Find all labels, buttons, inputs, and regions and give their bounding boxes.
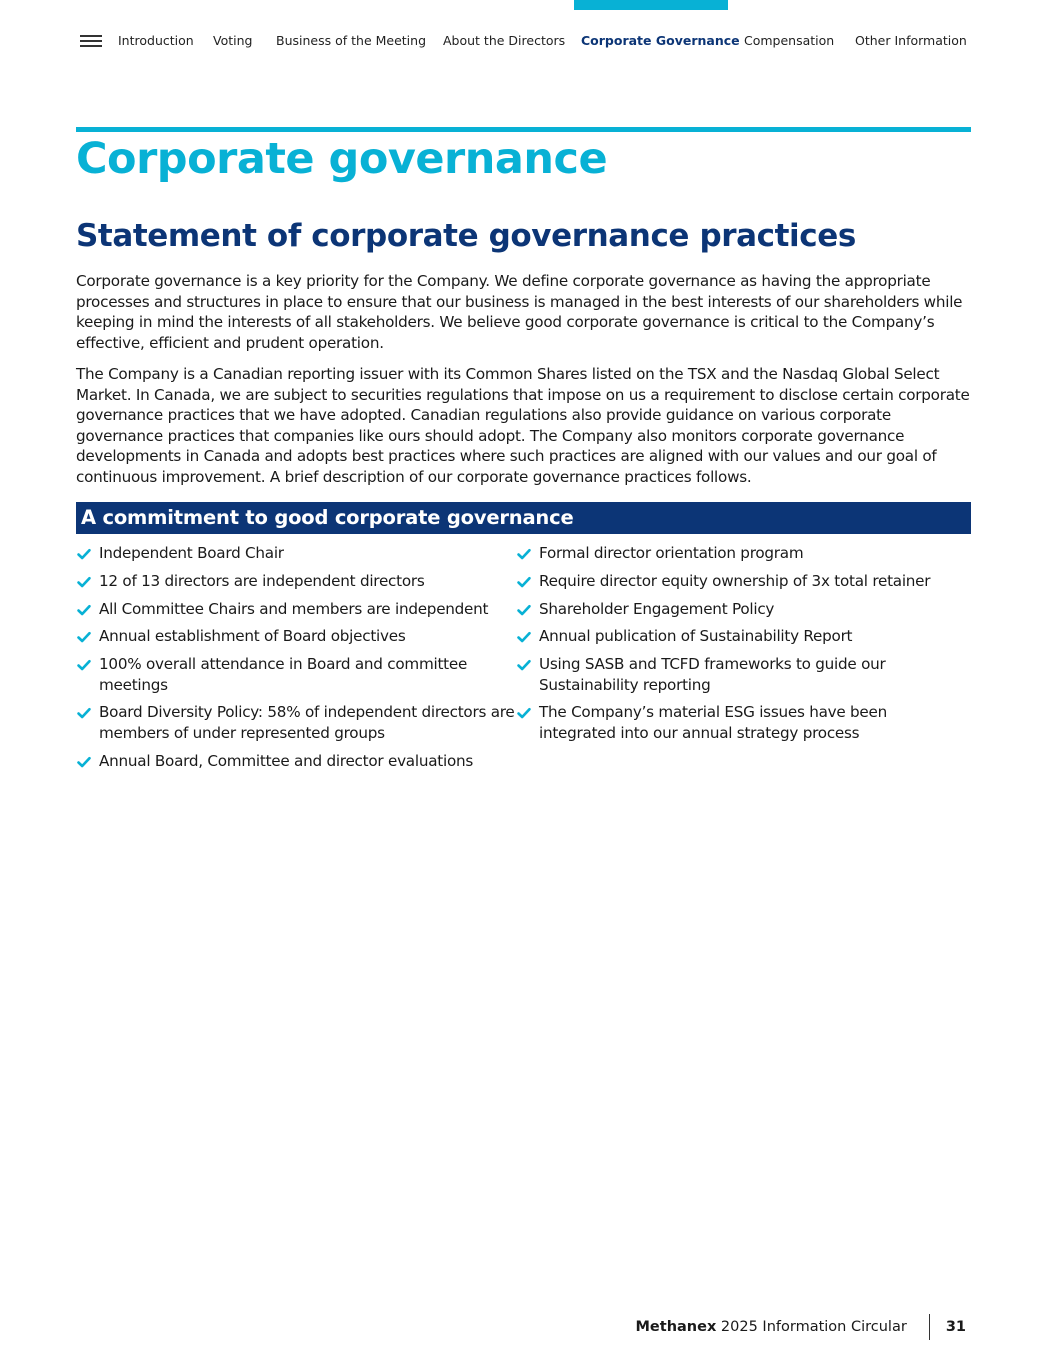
commitment-list-left xyxy=(76,543,526,779)
list-item: 12 of 13 directors are independent directors xyxy=(76,571,526,592)
checkmark-icon xyxy=(76,602,92,618)
nav-business-of-the-meeting[interactable]: Business of the Meeting xyxy=(276,33,426,48)
list-item: All Committee Chairs and members are independent xyxy=(76,599,526,620)
list-item: Board Diversity Policy: 58% of independent directors are members of under represented groups xyxy=(76,702,526,743)
list-item: Require director equity ownership of 3x total retainer xyxy=(516,571,966,592)
list-item: Shareholder Engagement Policy xyxy=(516,599,966,620)
nav-corporate-governance[interactable]: Corporate Governance xyxy=(581,33,740,48)
checkmark-icon xyxy=(76,546,92,562)
checkmark-icon xyxy=(76,574,92,590)
list-item: Annual publication of Sustainability Report xyxy=(516,626,966,647)
footer-document-title: 2025 Information Circular xyxy=(720,1319,907,1335)
commitment-title: A commitment to good corporate governance xyxy=(81,506,574,529)
nav-introduction[interactable]: Introduction xyxy=(118,33,194,48)
page-footer xyxy=(636,1314,967,1340)
checkmark-icon xyxy=(516,657,532,673)
top-navigation xyxy=(0,0,1048,70)
nav-about-the-directors[interactable]: About the Directors xyxy=(443,33,566,48)
list-item: Independent Board Chair xyxy=(76,543,526,564)
page-title: Corporate governance xyxy=(76,134,608,184)
list-item: The Company’s material ESG issues have been integrated into our annual strategy process xyxy=(516,702,966,743)
page-number: 31 xyxy=(945,1319,966,1335)
checkmark-icon xyxy=(76,629,92,645)
checkmark-icon xyxy=(76,754,92,770)
list-item: Annual Board, Committee and director evaluations xyxy=(76,751,526,772)
checkmark-icon xyxy=(516,546,532,562)
nav-other-information[interactable]: Other Information xyxy=(855,33,967,48)
list-item: Using SASB and TCFD frameworks to guide our Sustainability reporting xyxy=(516,654,906,695)
nav-compensation[interactable]: Compensation xyxy=(744,33,835,48)
list-item: Formal director orientation program xyxy=(516,543,966,564)
title-divider xyxy=(76,127,971,132)
intro-paragraph: Corporate governance is a key priority for the Company. We define corporate governance as having the appropriate processes and structures in place to ensure that our business is managed in the best interests of our shareholders while keeping in mind the interests of all stakeholders. We believe good corporate governance is critical to the Company’s effective, efficient and prudent operation. xyxy=(76,272,963,352)
footer-divider xyxy=(929,1314,930,1340)
hamburger-menu-icon[interactable] xyxy=(80,35,102,49)
checkmark-icon xyxy=(76,657,92,673)
commitment-header-bar xyxy=(76,502,971,534)
checkmark-icon xyxy=(76,705,92,721)
regulatory-paragraph: The Company is a Canadian reporting issuer with its Common Shares listed on the TSX and the Nasdaq Global Select Market. In Canada, we are subject to securities regulations that impose on us a requirement to disclose certain corporate governance practices that we have adopted. Canadian regulations also provide guidance on various corporate governance practices that companies like ours should adopt. The Company also monitors corporate governance developments in Canada and adopts best practices where such practices are aligned with our values and our goal of continuous improvement. A brief description of our corporate governance practices follows. xyxy=(76,365,970,486)
footer-brand: Methanex xyxy=(635,1319,717,1335)
checkmark-icon xyxy=(516,705,532,721)
nav-voting[interactable]: Voting xyxy=(213,33,253,48)
checkmark-icon xyxy=(516,602,532,618)
commitment-list-right xyxy=(516,543,966,751)
list-item: Annual establishment of Board objectives xyxy=(76,626,526,647)
list-item: 100% overall attendance in Board and committee meetings xyxy=(76,654,476,695)
active-tab-indicator xyxy=(574,0,728,10)
section-title: Statement of corporate governance practices xyxy=(76,218,856,254)
checkmark-icon xyxy=(516,574,532,590)
checkmark-icon xyxy=(516,629,532,645)
